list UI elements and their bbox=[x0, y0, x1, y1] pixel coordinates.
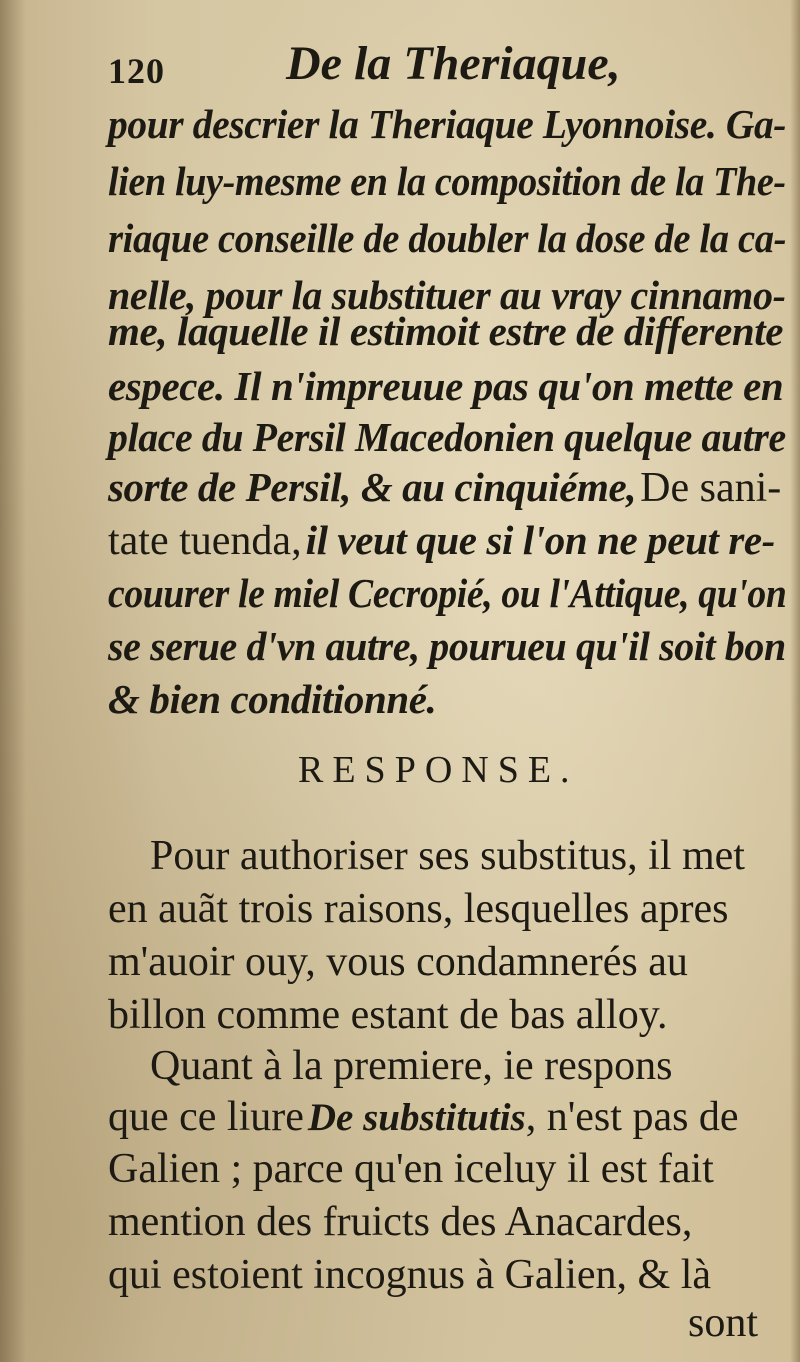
text-line: couurer le miel Cecropié, ou l'Attique, qu'on bbox=[108, 570, 787, 616]
text-line: me, laquelle il estimoit estre de differente bbox=[108, 308, 784, 354]
text-line: pour descrier la Theriaque Lyonnoise. Ga- bbox=[108, 101, 787, 147]
page-number: 120 bbox=[108, 51, 165, 91]
text-line: billon comme estant de bas alloy. bbox=[108, 992, 668, 1038]
text-line: riaque conseille de doubler la dose de la ca- bbox=[108, 215, 787, 261]
italic-run: sorte de Persil, & au cinquiéme, bbox=[108, 464, 637, 510]
roman-run: De sani- bbox=[640, 465, 782, 511]
text-line: Pour authoriser ses substitus, il met bbox=[150, 833, 745, 879]
text-line: place du Persil Macedonien quelque autre bbox=[108, 414, 786, 460]
text-line: lien luy-mesme en la composition de la The- bbox=[108, 158, 786, 204]
italic-run: il veut que si l'on ne peut re- bbox=[305, 517, 775, 563]
catchword: sont bbox=[688, 1300, 759, 1346]
book-title: De substitutis bbox=[307, 1096, 526, 1139]
text-line: & bien conditionné. bbox=[108, 676, 437, 722]
text-line: nelle, pour la substituer au vray cinnamo- bbox=[108, 272, 786, 318]
text-line: mention des fruicts des Anacardes, bbox=[108, 1199, 693, 1245]
text-line-mixed bbox=[108, 1096, 739, 1138]
running-head: De la Theriaque, bbox=[286, 37, 621, 90]
section-heading: RESPONSE. bbox=[298, 749, 579, 791]
text-line: espece. Il n'impreuue pas qu'on mette en bbox=[108, 363, 784, 409]
text-line-mixed bbox=[108, 464, 782, 511]
roman-run: que ce liure bbox=[108, 1094, 304, 1140]
text-line: Quant à la premiere, ie respons bbox=[150, 1043, 673, 1089]
roman-run: tate tuenda, bbox=[108, 518, 302, 564]
text-line: m'auoir ouy, vous condamnerés au bbox=[108, 939, 688, 985]
roman-run: , n'est pas de bbox=[525, 1094, 739, 1140]
text-line-mixed bbox=[108, 517, 775, 564]
gutter-shadow bbox=[0, 0, 26, 1362]
text-line: qui estoient incognus à Galien, & là bbox=[108, 1252, 712, 1298]
text-line: en auãt trois raisons, lesquelles apres bbox=[108, 886, 729, 932]
page-header bbox=[108, 34, 768, 94]
text-line: se serue d'vn autre, pourueu qu'il soit bon bbox=[108, 623, 786, 669]
page-edge-shadow bbox=[790, 0, 800, 1362]
text-line: Galien ; parce qu'en iceluy il est fait bbox=[108, 1146, 714, 1192]
